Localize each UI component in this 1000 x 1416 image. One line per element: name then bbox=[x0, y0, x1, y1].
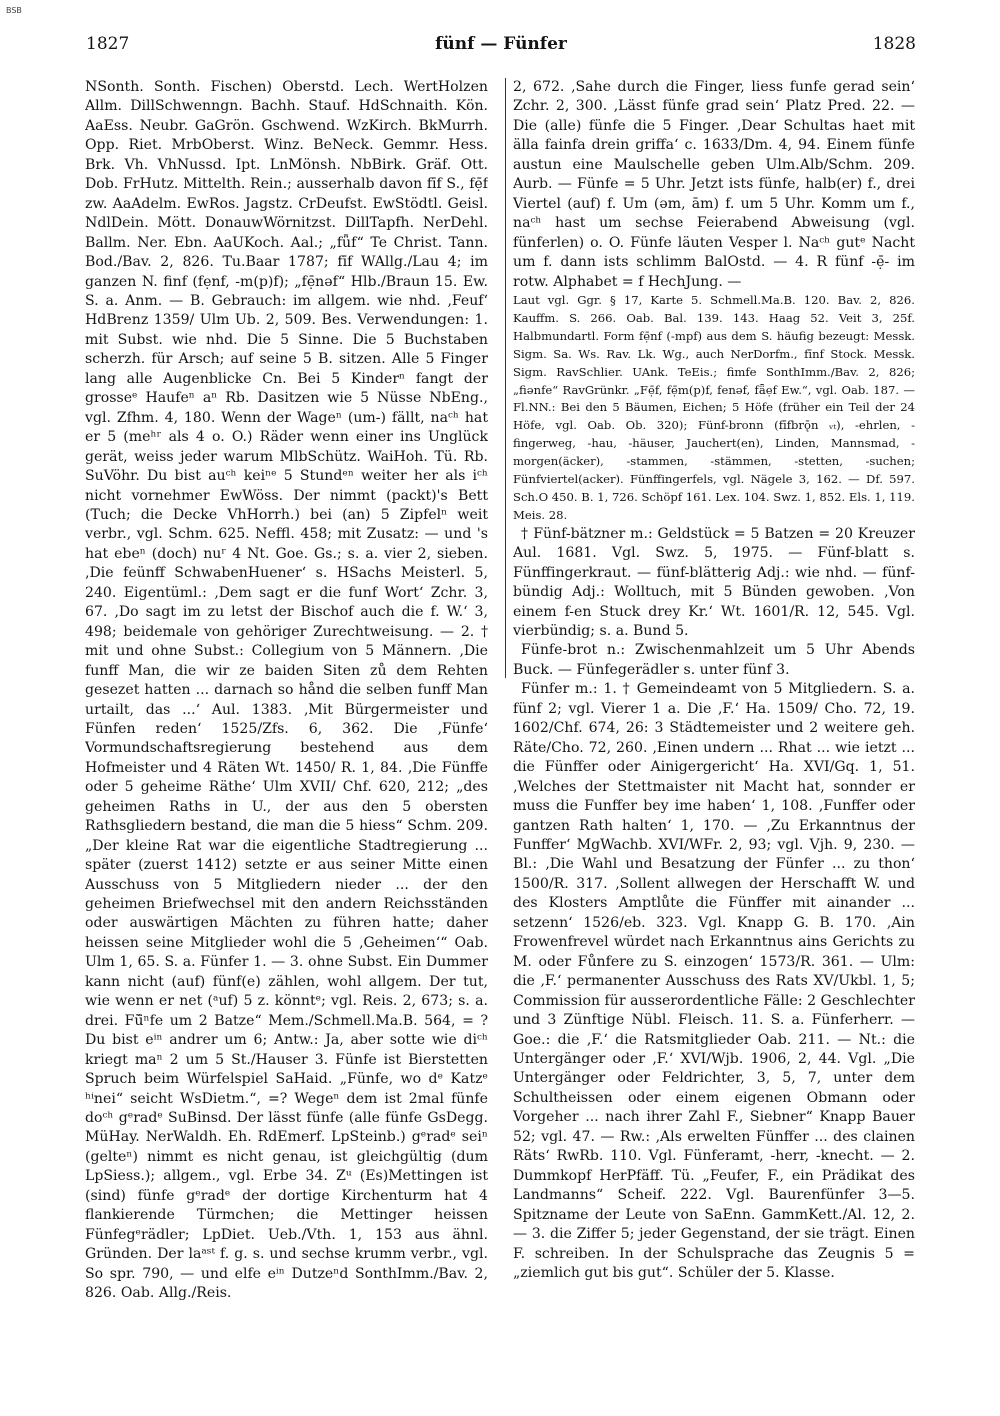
column-divider bbox=[505, 78, 506, 678]
entry-fuenfer: Fünfer m.: 1. † Gemeindeamt von 5 Mitgliedern. S. a. fünf 2; vgl. Vierer 1 a. Die ‚F.‘ Ha. 1509/ Cho. 72, 19. 1602/Chf. 674, 26: 3 Städtemeister und 2 weitere geh. Räte/Cho. 72, 260. ‚Einen undern ... Rhat ... wie ietzt ... die Fünffer oder Ainigergericht‘ Ha. XVI/Gq. 1, 51. ‚Welches der Stettmaister nit Macht hat, sonnder er muss die Funffer bey ime haben‘ 1, 108. ‚Funffer oder gantzen Rath halten‘ 1, 170. — ‚Zu Erkanntnus der Funffer‘ MgWachb. XVI/WFr. 2, 93; vgl. Vjh. 9, 230. — Bl.: ‚Die Wahl und Besatzung der Fünfer ... zu thon‘ 1500/R. 317. ‚Sollent allwegen der Herschafft W. und des Klosters Amptlůte die Fünffer mit ainander ... setzenn‘ 1526/eb. 323. Vgl. Knapp G. B. 170. ‚Ain Frowenfrevel würdet nach Erkanntnus ains Gerichts zu M. oder Fůnfere zu S. einzogen‘ 1573/R. 361. — Ulm: die ‚F.‘ permanenter Ausschuss des Rats XV/Ukbl. 1, 5; Commission für ausserordentliche Fälle: 2 Geschlechter und 3 Zünftige Nübl. Fleisch. 11. S. a. Fünferherr. — Goe.: die ‚F.‘ die Ratsmitglieder Oab. 211. — Nt.: die Untergänger oder ‚F.‘ XVI/Wjb. 1906, 2, 44. Vgl. „Die Untergänger oder Feldrichter, 3, 5, 7, unter dem Schultheissen oder einem eigenen Obmann oder Vorgeher ... nach ihrer Zahl F., Siebner“ Knapp Bauer 52; vgl. 47. — Rw.: ‚Als erwelten Fünffer ... des clainen Räts‘ RwRb. 110. Vgl. Fünferamt, -herr, -knecht. — 2. Dummkopf HerPfäff. Tü. „Feufer, F., ein Prädikat des Landmanns“ Scheif. 222. Vgl. Baurenfünfer 3—5. Spitzname der Leute von SaEnn. GammKett./Al. 12, 2. — 3. die Ziffer 5; jeder Gegenstand, der sie trägt. Einen F. schreiben. In der Schulsprache das Zeugnis 5 = „ziemlich gut bis gut“. Schüler der 5. Klasse. bbox=[513, 681, 915, 1281]
entry-fuenfe-brot: Fünfe-brot n.: Zwischenmahlzeit um 5 Uhr Abends Buck. — Fünfegerädler s. unter fünf 3. bbox=[513, 642, 915, 678]
left-column bbox=[85, 78, 488, 1396]
page-number-left: 1827 bbox=[86, 34, 130, 54]
page-title: fünf — Fünfer bbox=[435, 34, 567, 54]
right-paragraph-1: 2, 672. ‚Sahe durch die Finger, liess funfe gerad sein‘ Zchr. 2, 300. ‚Lässt fünfe grad sein‘ Platz Pred. 22. — Die (alle) fünfe die 5 Finger. ‚Dear Schultas haet mit älla fainfa drein griffa‘ c. 1633/Dm. 4, 94. Einem fünfe austun eine Maulschelle geben Ulm.Alb/Schm. 209. Aurb. — Fünfe = 5 Uhr. Jetzt ists fünfe, halb(er) f., drei Viertel (auf) f. Um (əm, ām) f. um 5 Uhr. Komm um f., naᶜʰ hast um sechse Feierabend Abweisung (vgl. fünferlen) o. O. Fünfe läuten Vesper l. Naᶜʰ gutᵉ Nacht um f. dann ists schlimm BalOstd. — 4. R fünf -ẹ̄- im rotw. Alphabet = f HechJung. — bbox=[513, 79, 915, 290]
page-header bbox=[86, 34, 916, 58]
entry-fuenf-baetzner: † Fünf-bätzner m.: Geldstück = 5 Batzen = 20 Kreuzer Aul. 1681. Vgl. Swz. 5, 1975. — Fünf-blatt s. Fünffingerkraut. — fünf-blätterig Adj.: wie nhd. — fünf-bündig Adj.: Wolltuch, mit 5 Bünden gewoben. ‚Von einem f-en Stuck drey Kr.‘ Wt. 1601/R. 12, 545. Vgl. vierbündig; s. a. Bund 5. bbox=[513, 525, 915, 640]
right-paragraph-notes: Laut vgl. Ggr. § 17, Karte 5. Schmell.Ma.B. 120. Bav. 2, 826. Kauffm. S. 266. Oab. Bal. 139. 143. Haag 52. Veit 3, 25f. Halbmundartl. Form fẹ̄nf (-mpf) aus dem S. häufig bezeugt: Messk. Sigm. Sa. Ws. Rav. Lk. Wg., auch NerDorfm., fīnf Stock. Messk. Sigm. RavSchlier. UAnk. TeEis.; fimfe SonthImm./Bav. 2, 826; „fiənfe“ RavGrünkr. „Fẹ̄f, fẹ̄m(p)f, fenəf, fǟẹf Ew.“, vgl. Oab. 187. — Fl.NN.: Bei den 5 Bäumen, Eichen; 5 Höfe (früher ein Teil der 24 Höfe, vgl. Oab. Ob. 320); Fünf-bronn (fīfbrǭn ᵥₜ), -ehrlen, -fingerweg, -hau, -häuser, Jauchert(en), Linden, Mannsmad, -morgen(äcker), -stammen, -stämmen, -stetten, -suchen; Fünfviertel(acker). Fünffingerfels, vgl. Nägele 3, 162. — Df. 597. Sch.O 450. B. 1, 726. Schöpf 161. Lex. 104. Swz. 1, 852. Els. 1, 119. Meis. 28. bbox=[513, 292, 915, 522]
page-number-right: 1828 bbox=[872, 34, 916, 54]
left-paragraph-1: NSonth. Sonth. Fischen) Oberstd. Lech. WertHolzen Allm. DillSchwenngn. Bachh. Stauf. HdSchnaith. Kön. AaEss. Neubr. GaGrön. Gschwend. WzKirch. BkMurrh. Opp. Riet. MrbOberst. Winz. BeNeck. Gemmr. Hess. Brk. Vh. VhNussd. Ipt. LnMönsh. NbBirk. Gräf. Ott. Dob. FrHutz. Mittelth. Rein.; ausserhalb davon fīf S., fẹ̄f zw. AaAdelm. EwRos. Jagstz. CrDeufst. EwStödtl. Geisl. NdlDein. Mött. DonauwWörnitzst. DillTapfh. NerDehl. Ballm. Ner. Ebn. AaUKoch. Aal.; „fǖf“ Te Christ. Tann. Bod./Bav. 2, 826. Tu.Baar 1787; fīf WAllg./Lau 4; im ganzen N. finf (fẹnf, -m(p)f); „fẹ̄nəf“ Hlb./Braun 15. Ew. S. a. Anm. — B. Gebrauch: im allgem. wie nhd. ‚Feuf‘ HdBrenz 1359/ Ulm Ub. 2, 509. Bes. Verwendungen: 1. mit Subst. wie nhd. Die 5 Sinne. Die 5 Buchstaben scherzh. für Arsch; auf seine 5 B. sitzen. Alle 5 Finger lang alle Augenblicke Cn. Bei 5 Kinderⁿ fangt der grosseᵉ Haufeⁿ aⁿ Rb. Dasitzen wie 5 Nüsse NbEng., vgl. Zfhm. 4, 180. Wenn der Wageⁿ (um-) fällt, naᶜʰ hat er 5 (meʰʳ als 4 o. O.) Räder wenn einer ins Unglück gerät, weiss jeder warum MlbSchütz. WaiHoh. Tü. Rb. SuVöhr. Du bist auᶜʰ keiⁿᵉ 5 Stundᵉⁿ weiter her als iᶜʰ nicht vornehmer EwWöss. Der nimmt (packt)'s Bett (Tuch; die Decke VhHorrh.) bei (an) 5 Zipfelⁿ weit verbr., vgl. Schm. 625. Neffl. 458; mit Zusatz: — und 's hat ebeⁿ (doch) nuʳ 4 Nt. Goe. Gs.; s. a. vier 2, sieben. ‚Die feünff SchwabenHuener‘ s. HSachs Meisterl. 5, 240. Eigentüml.: ‚Dem sagt er die funf Wort‘ Zchr. 3, 67. ‚Do sagt im zu letst der Bischof auch die f. W.‘ 3, 498; beidemale von gehöriger Zurechtweisung. — 2. † mit und ohne Subst.: Collegium von 5 Männern. ‚Die funff Man, die wir ze baiden Siten zů dem Rehten gesezet hatten ... darnach so hånd die selben funff Man urtailt, das ...‘ Aul. 1383. ‚Mit Bürgermeister und Fünfen reden‘ 1525/Zfs. 6, 362. Die ‚Fünfe‘ Vormundschaftsregierung bestehend aus dem Hofmeister und 4 Räten Wt. 1450/ R. 1, 84. ‚Die Fünffe oder 5 geheime Räthe‘ Ulm XVII/ Chf. 620, 212; „des geheimen Raths in U., der aus den 5 obersten Rathsgliedern bestand, die man die 5 hiess“ Schm. 209. „Der kleine Rat war die eigentliche Stadtregierung ... später (zuerst 1412) setzte er aus seiner Mitte einen Ausschuss von 5 Mitgliedern nieder ... der den geheimen Briefwechsel mit den andern Reichsständen oder auswärtigen Mächten zu führen hatte; daher heissen seine Mitglieder wohl die 5 ‚Geheimen‘“ Oab. Ulm 1, 65. S. a. Fünfer 1. — 3. ohne Subst. Ein Dummer kann nicht (auf) fünf(e) zählen, wohl allgem. Der tut, wie wenn er net (ᵃuf) 5 z. könntᵉ; vgl. Reis. 2, 673; s. a. drei. Fü̈ⁿfe um 2 Batze“ Mem./Schmell.Ma.B. 564, = ? Du bist eⁱⁿ andrer um 6; Antw.: Ja, aber sotte wie diᶜʰ kriegt maⁿ 2 um 5 St./Hauser 3. Fünfe ist Bierstetten Spruch beim Würfelspiel SaHaid. „Fünfe, wo dᵉ Katzᵉ ʰⁱnei“ seicht WsDietm.“, =? Wegeⁿ dem ist 2mal fünfe doᶜʰ gᵉradᵉ SuBinsd. Der lässt fünfe (alle fünfe GsDegg. MüHay. NerWaldh. Eh. RdEmerf. LpSteinb.) gᵉradᵉ seiⁿ (gelteⁿ) nimmt es nicht genau, ist gleichgültig (dum LpSiess.); allgem., vgl. Erbe 34. Zᵘ (Es)Mettingen ist (sind) fünfe gᵉradᵉ der dortige Kirchenturm hat 4 flankierende Türmchen; die Mettinger heissen Fünfegᵉrädler; LpDiet. Ueb./Vth. 1, 153 aus ähnl. Gründen. Der laᵃˢᵗ f. g. s. und sechse krumm verbr., vgl. So spr. 790, — und elfe eⁱⁿ Dutzeⁿd SonthImm./Bav. 2, 826. Oab. Allg./Reis. bbox=[85, 79, 488, 1302]
corner-label: BSB bbox=[6, 6, 22, 15]
right-column bbox=[513, 78, 915, 1396]
